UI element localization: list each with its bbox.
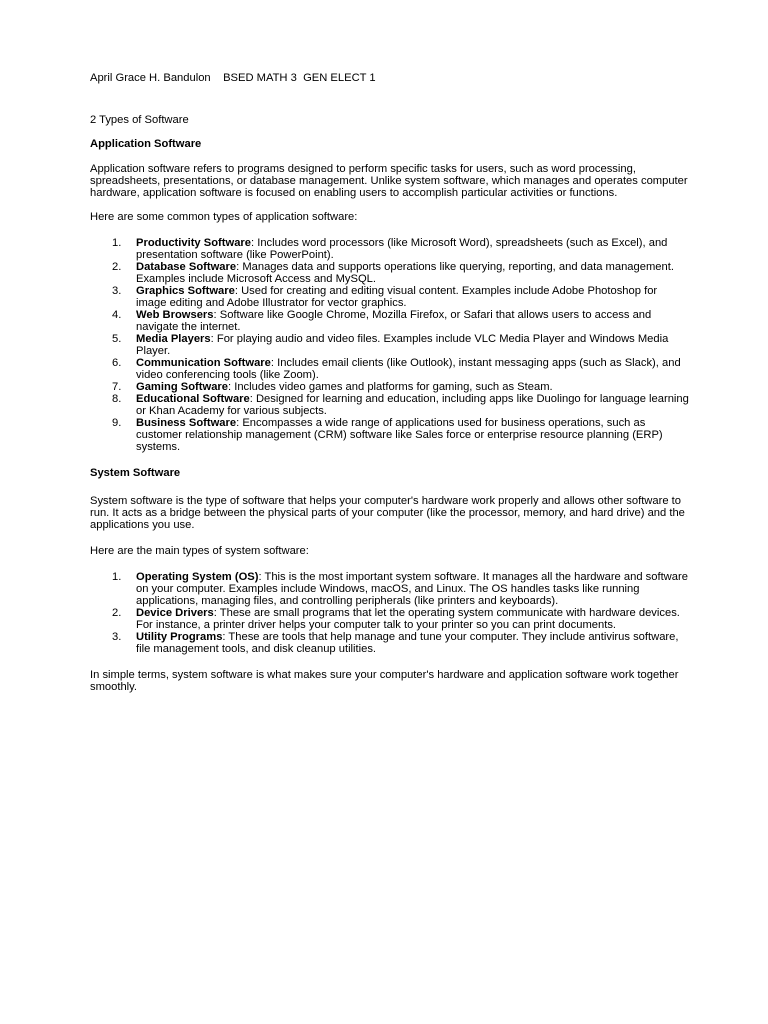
item-term: Operating System (OS) [136, 571, 259, 583]
item-term: Database Software [136, 261, 237, 273]
system-types-list [90, 571, 690, 655]
item-description: : Includes email clients (like Outlook), instant messaging apps (such as Slack), and video conferencing tools (like Zoom). [136, 357, 681, 381]
list-item [90, 571, 690, 607]
system-list-intro: Here are the main types of system software: [90, 545, 309, 557]
application-types-list [90, 237, 690, 453]
item-term: Graphics Software [136, 285, 235, 297]
list-number: 5. [112, 333, 122, 345]
item-description: : Designed for learning and education, including apps like Duolingo for language learning or Khan Academy for various subjects. [136, 393, 689, 417]
author-name: April Grace H. Bandulon [90, 72, 211, 84]
application-software-intro: Application software refers to programs designed to perform specific tasks for users, such as word processing, spreadsheets, presentations, or database management. Unlike system software, which manages and operates computer hardware, application software is focused on enabling users to accomplish particular activities or functions. [90, 163, 688, 199]
item-term: Business Software [136, 417, 237, 429]
item-term: Educational Software [136, 393, 250, 405]
item-description: : These are tools that help manage and tune your computer. They include antivirus software, file management tools, and disk cleanup utilities. [136, 631, 679, 655]
item-description: : Manages data and supports operations like querying, reporting, and data management. Examples include Microsoft Access and MySQL. [136, 261, 674, 285]
system-software-heading: System Software [90, 467, 181, 479]
list-number: 2. [112, 607, 122, 619]
list-number: 9. [112, 417, 122, 429]
list-item [90, 393, 690, 417]
application-software-heading: Application Software [90, 138, 202, 150]
item-term: Device Drivers [136, 607, 214, 619]
list-number: 7. [112, 381, 122, 393]
list-number: 3. [112, 285, 122, 297]
list-number: 2. [112, 261, 122, 273]
item-description: : For playing audio and video files. Examples include VLC Media Player and Windows Media Player. [136, 333, 669, 357]
list-item [90, 357, 690, 381]
list-item [90, 285, 690, 309]
item-description: : This is the most important system software. It manages all the hardware and software on your computer. Examples include Windows, macOS, and Linux. The OS handles tasks like running applications, managing files, and controlling peripherals (like printers and keyboards). [136, 571, 688, 607]
course-label: BSED MATH 3 [223, 72, 297, 84]
item-term: Productivity Software [136, 237, 252, 249]
list-number: 1. [112, 237, 122, 249]
document-page [90, 72, 690, 693]
item-term: Utility Programs [136, 631, 223, 643]
list-item [90, 381, 690, 393]
item-term: Communication Software [136, 357, 271, 369]
list-item [90, 607, 690, 631]
application-list-intro: Here are some common types of application software: [90, 211, 358, 223]
item-term: Gaming Software [136, 381, 229, 393]
item-description: : Software like Google Chrome, Mozilla Firefox, or Safari that allows users to access and navigate the internet. [136, 309, 652, 333]
system-software-intro: System software is the type of software that helps your computer's hardware work properly and allows other software to run. It acts as a bridge between the physical parts of your computer (like the processor, memory, and hard drive) and the applications you use. [90, 495, 685, 531]
item-description: : Used for creating and editing visual content. Examples include Adobe Photoshop for image editing and Adobe Illustrator for vector graphics. [136, 285, 658, 309]
list-number: 4. [112, 309, 122, 321]
list-item [90, 237, 690, 261]
list-item [90, 309, 690, 333]
item-term: Web Browsers [136, 309, 214, 321]
list-item [90, 417, 690, 453]
list-number: 8. [112, 393, 122, 405]
item-description: : These are small programs that let the operating system communicate with hardware devices. For instance, a printer driver helps your computer talk to your printer so you can print documents. [136, 607, 680, 631]
list-number: 1. [112, 571, 122, 583]
item-description: : Includes video games and platforms for gaming, such as Steam. [228, 381, 553, 393]
list-item [90, 261, 690, 285]
item-description: : Includes word processors (like Microsoft Word), spreadsheets (such as Excel), and presentation software (like PowerPoint). [136, 237, 668, 261]
item-term: Media Players [136, 333, 211, 345]
list-number: 3. [112, 631, 122, 643]
list-item [90, 333, 690, 357]
list-item [90, 631, 690, 655]
document-header [90, 72, 690, 84]
subject-label: GEN ELECT 1 [303, 72, 376, 84]
item-description: : Encompasses a wide range of applications used for business operations, such as customer relationship management (CRM) software like Sales force or enterprise resource planning (ERP) systems. [136, 417, 663, 453]
document-title: 2 Types of Software [90, 114, 189, 126]
closing-paragraph: In simple terms, system software is what makes sure your computer's hardware and application software work together smoothly. [90, 669, 679, 693]
list-number: 6. [112, 357, 122, 369]
